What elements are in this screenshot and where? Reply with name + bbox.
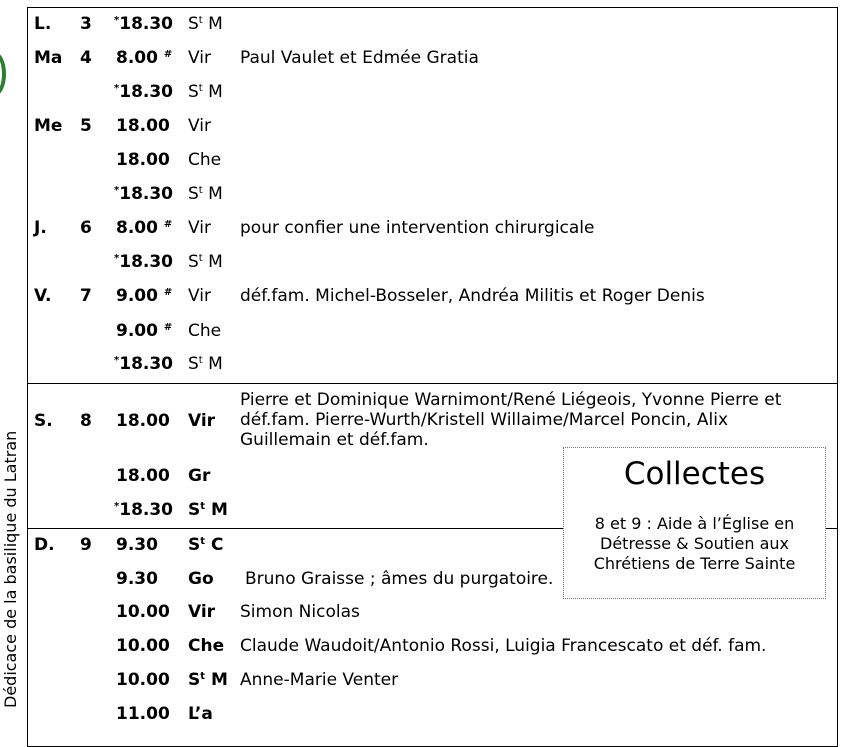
place-value: Che bbox=[188, 321, 222, 341]
place-rest: M bbox=[202, 14, 223, 34]
mass-place bbox=[188, 629, 224, 663]
table-row bbox=[0, 177, 847, 211]
mass-place bbox=[188, 143, 221, 177]
day-number: 7 bbox=[80, 286, 92, 306]
day-label: S. bbox=[34, 411, 53, 431]
mass-place bbox=[188, 347, 223, 381]
time-mark: * bbox=[114, 253, 120, 264]
collectes-text bbox=[564, 514, 825, 574]
mass-place bbox=[188, 75, 223, 109]
place-value: Che bbox=[188, 150, 222, 170]
place-value: Che bbox=[188, 636, 225, 656]
day-number: 8 bbox=[80, 411, 92, 431]
place-value: L’a bbox=[188, 704, 213, 724]
place-value: S bbox=[188, 184, 199, 204]
mass-place bbox=[188, 109, 211, 143]
table-row bbox=[0, 697, 847, 731]
table-row bbox=[0, 245, 847, 279]
table-row bbox=[0, 7, 847, 41]
place-value: S bbox=[188, 14, 199, 34]
intention-line: déf.fam. Pierre-Wurth/Kristell Willaime/Marcel Poncin, Alix bbox=[240, 410, 729, 430]
place-sup: t bbox=[200, 501, 206, 512]
place-sup: t bbox=[198, 15, 203, 26]
mass-place bbox=[188, 279, 211, 313]
time-mark: * bbox=[114, 83, 120, 94]
intention-line: Pierre et Dominique Warnimont/René Liégeois, Yvonne Pierre et bbox=[240, 390, 782, 410]
day-number: 4 bbox=[80, 48, 92, 68]
table-row bbox=[0, 595, 847, 629]
time-value: 18.30 bbox=[119, 82, 174, 102]
place-sup: t bbox=[200, 536, 206, 547]
time-value: 18.00 bbox=[116, 466, 170, 486]
place-rest: C bbox=[205, 535, 224, 555]
mass-time bbox=[114, 347, 173, 381]
saturday-intentions bbox=[240, 390, 825, 450]
place-value: Vir bbox=[188, 48, 211, 68]
place-value: Go bbox=[188, 569, 214, 589]
table-row bbox=[0, 279, 847, 313]
mass-time bbox=[116, 697, 170, 731]
day-number: 3 bbox=[80, 14, 92, 34]
place-rest: M bbox=[202, 184, 223, 204]
time-value: 9.00 bbox=[116, 321, 158, 341]
time-mark: * bbox=[114, 185, 120, 196]
collectes-title: Collectes bbox=[623, 456, 766, 492]
mass-place bbox=[188, 697, 213, 731]
time-value: 10.00 bbox=[116, 636, 170, 656]
time-value: 18.00 bbox=[116, 116, 170, 136]
table-row bbox=[0, 663, 847, 697]
table-row bbox=[0, 109, 847, 143]
mass-time bbox=[114, 493, 173, 527]
place-sup: t bbox=[198, 253, 203, 264]
collectes-line: Détresse & Soutien aux bbox=[600, 534, 789, 553]
time-value: 9.00 bbox=[116, 286, 158, 306]
mass-time bbox=[116, 404, 170, 438]
time-mark: * bbox=[114, 501, 120, 512]
mass-time bbox=[114, 245, 173, 279]
mass-intention: Anne-Marie Venter bbox=[240, 670, 399, 690]
mass-place bbox=[188, 404, 215, 438]
collectes-line: Chrétiens de Terre Sainte bbox=[593, 554, 796, 573]
day-number: 5 bbox=[80, 116, 92, 136]
time-mark: * bbox=[114, 355, 120, 366]
mass-place bbox=[188, 493, 228, 527]
time-value: 18.00 bbox=[116, 411, 170, 431]
day-number: 6 bbox=[80, 218, 92, 238]
time-value: 18.30 bbox=[119, 184, 174, 204]
collectes-box bbox=[563, 447, 826, 599]
table-row bbox=[0, 41, 847, 75]
mass-place bbox=[188, 7, 223, 41]
place-value: S bbox=[188, 82, 199, 102]
time-value: 11.00 bbox=[116, 704, 170, 724]
place-value: Vir bbox=[188, 602, 216, 622]
mass-place bbox=[188, 562, 214, 596]
day-number: 9 bbox=[80, 535, 92, 555]
time-value: 8.00 bbox=[116, 218, 158, 238]
mass-intention: pour confier une intervention chirurgicale bbox=[240, 218, 595, 238]
place-value: Vir bbox=[188, 116, 211, 136]
place-rest: M bbox=[202, 252, 223, 272]
mass-place bbox=[188, 528, 223, 562]
mass-place bbox=[188, 595, 215, 629]
time-mark: # bbox=[163, 219, 173, 230]
mass-time bbox=[116, 663, 170, 697]
place-sup: t bbox=[198, 83, 203, 94]
mass-intention: déf.fam. Michel-Bosseler, Andréa Militis et Roger Denis bbox=[240, 286, 705, 306]
time-value: 18.30 bbox=[119, 354, 174, 374]
mass-time bbox=[116, 279, 172, 313]
place-value: S bbox=[188, 354, 199, 374]
place-value: Vir bbox=[188, 411, 216, 431]
table-row bbox=[0, 314, 847, 348]
place-value: Gr bbox=[188, 466, 211, 486]
mass-time bbox=[116, 41, 172, 75]
side-label: Dédicace de la basilique du Latran bbox=[1, 430, 20, 708]
table-row bbox=[0, 629, 847, 663]
place-rest: M bbox=[205, 670, 228, 690]
time-value: 10.00 bbox=[116, 670, 170, 690]
mass-place bbox=[188, 245, 223, 279]
mass-intention: Bruno Graisse ; âmes du purgatoire. bbox=[245, 569, 554, 589]
place-sup: t bbox=[200, 671, 206, 682]
table-row bbox=[0, 75, 847, 109]
time-value: 10.00 bbox=[116, 602, 170, 622]
time-value: 18.30 bbox=[119, 252, 174, 272]
time-mark: # bbox=[163, 322, 173, 333]
mass-time bbox=[116, 109, 170, 143]
mass-place bbox=[188, 211, 211, 245]
mass-time bbox=[116, 562, 158, 596]
mass-place bbox=[188, 177, 223, 211]
mass-time bbox=[116, 459, 170, 493]
mass-place bbox=[188, 663, 228, 697]
mass-time bbox=[116, 528, 158, 562]
mass-time bbox=[114, 177, 173, 211]
place-value: Vir bbox=[188, 286, 211, 306]
mass-time bbox=[116, 143, 170, 177]
mass-intention: Claude Waudoit/Antonio Rossi, Luigia Francescato et déf. fam. bbox=[240, 636, 767, 656]
mass-intention: Simon Nicolas bbox=[240, 602, 360, 622]
mass-place bbox=[188, 41, 211, 75]
place-value: S bbox=[188, 670, 201, 690]
place-rest: M bbox=[202, 82, 223, 102]
place-value: S bbox=[188, 252, 199, 272]
day-label: J. bbox=[34, 218, 47, 238]
time-value: 18.30 bbox=[119, 500, 174, 520]
time-mark: # bbox=[163, 49, 173, 60]
mass-time bbox=[116, 211, 172, 245]
place-sup: t bbox=[198, 355, 203, 366]
place-value: Vir bbox=[188, 218, 211, 238]
intention-line: Guillemain et déf.fam. bbox=[240, 430, 429, 450]
collectes-line: 8 et 9 : Aide à l’Église en bbox=[594, 514, 795, 533]
day-label: Me bbox=[34, 116, 63, 136]
day-label: V. bbox=[34, 286, 52, 306]
time-value: 8.00 bbox=[116, 48, 158, 68]
place-value: S bbox=[188, 535, 201, 555]
table-row bbox=[0, 347, 847, 381]
mass-time bbox=[116, 314, 172, 348]
mass-place bbox=[188, 314, 221, 348]
time-value: 18.30 bbox=[119, 14, 174, 34]
table-row bbox=[0, 143, 847, 177]
time-mark: # bbox=[163, 287, 173, 298]
place-sup: t bbox=[198, 185, 203, 196]
place-value: S bbox=[188, 500, 201, 520]
section-separator-saturday bbox=[27, 383, 838, 384]
day-label: L. bbox=[34, 14, 52, 34]
day-label: D. bbox=[34, 535, 55, 555]
time-value: 18.00 bbox=[116, 150, 170, 170]
mass-time bbox=[114, 75, 173, 109]
mass-time bbox=[116, 629, 170, 663]
day-label: Ma bbox=[34, 48, 63, 68]
mass-time bbox=[116, 595, 170, 629]
time-value: 9.30 bbox=[116, 535, 158, 555]
mass-place bbox=[188, 459, 210, 493]
time-mark: * bbox=[114, 15, 120, 26]
mass-intention: Paul Vaulet et Edmée Gratia bbox=[240, 48, 479, 68]
time-value: 9.30 bbox=[116, 569, 158, 589]
table-row bbox=[0, 211, 847, 245]
place-rest: M bbox=[205, 500, 228, 520]
mass-time bbox=[114, 7, 173, 41]
place-rest: M bbox=[202, 354, 223, 374]
